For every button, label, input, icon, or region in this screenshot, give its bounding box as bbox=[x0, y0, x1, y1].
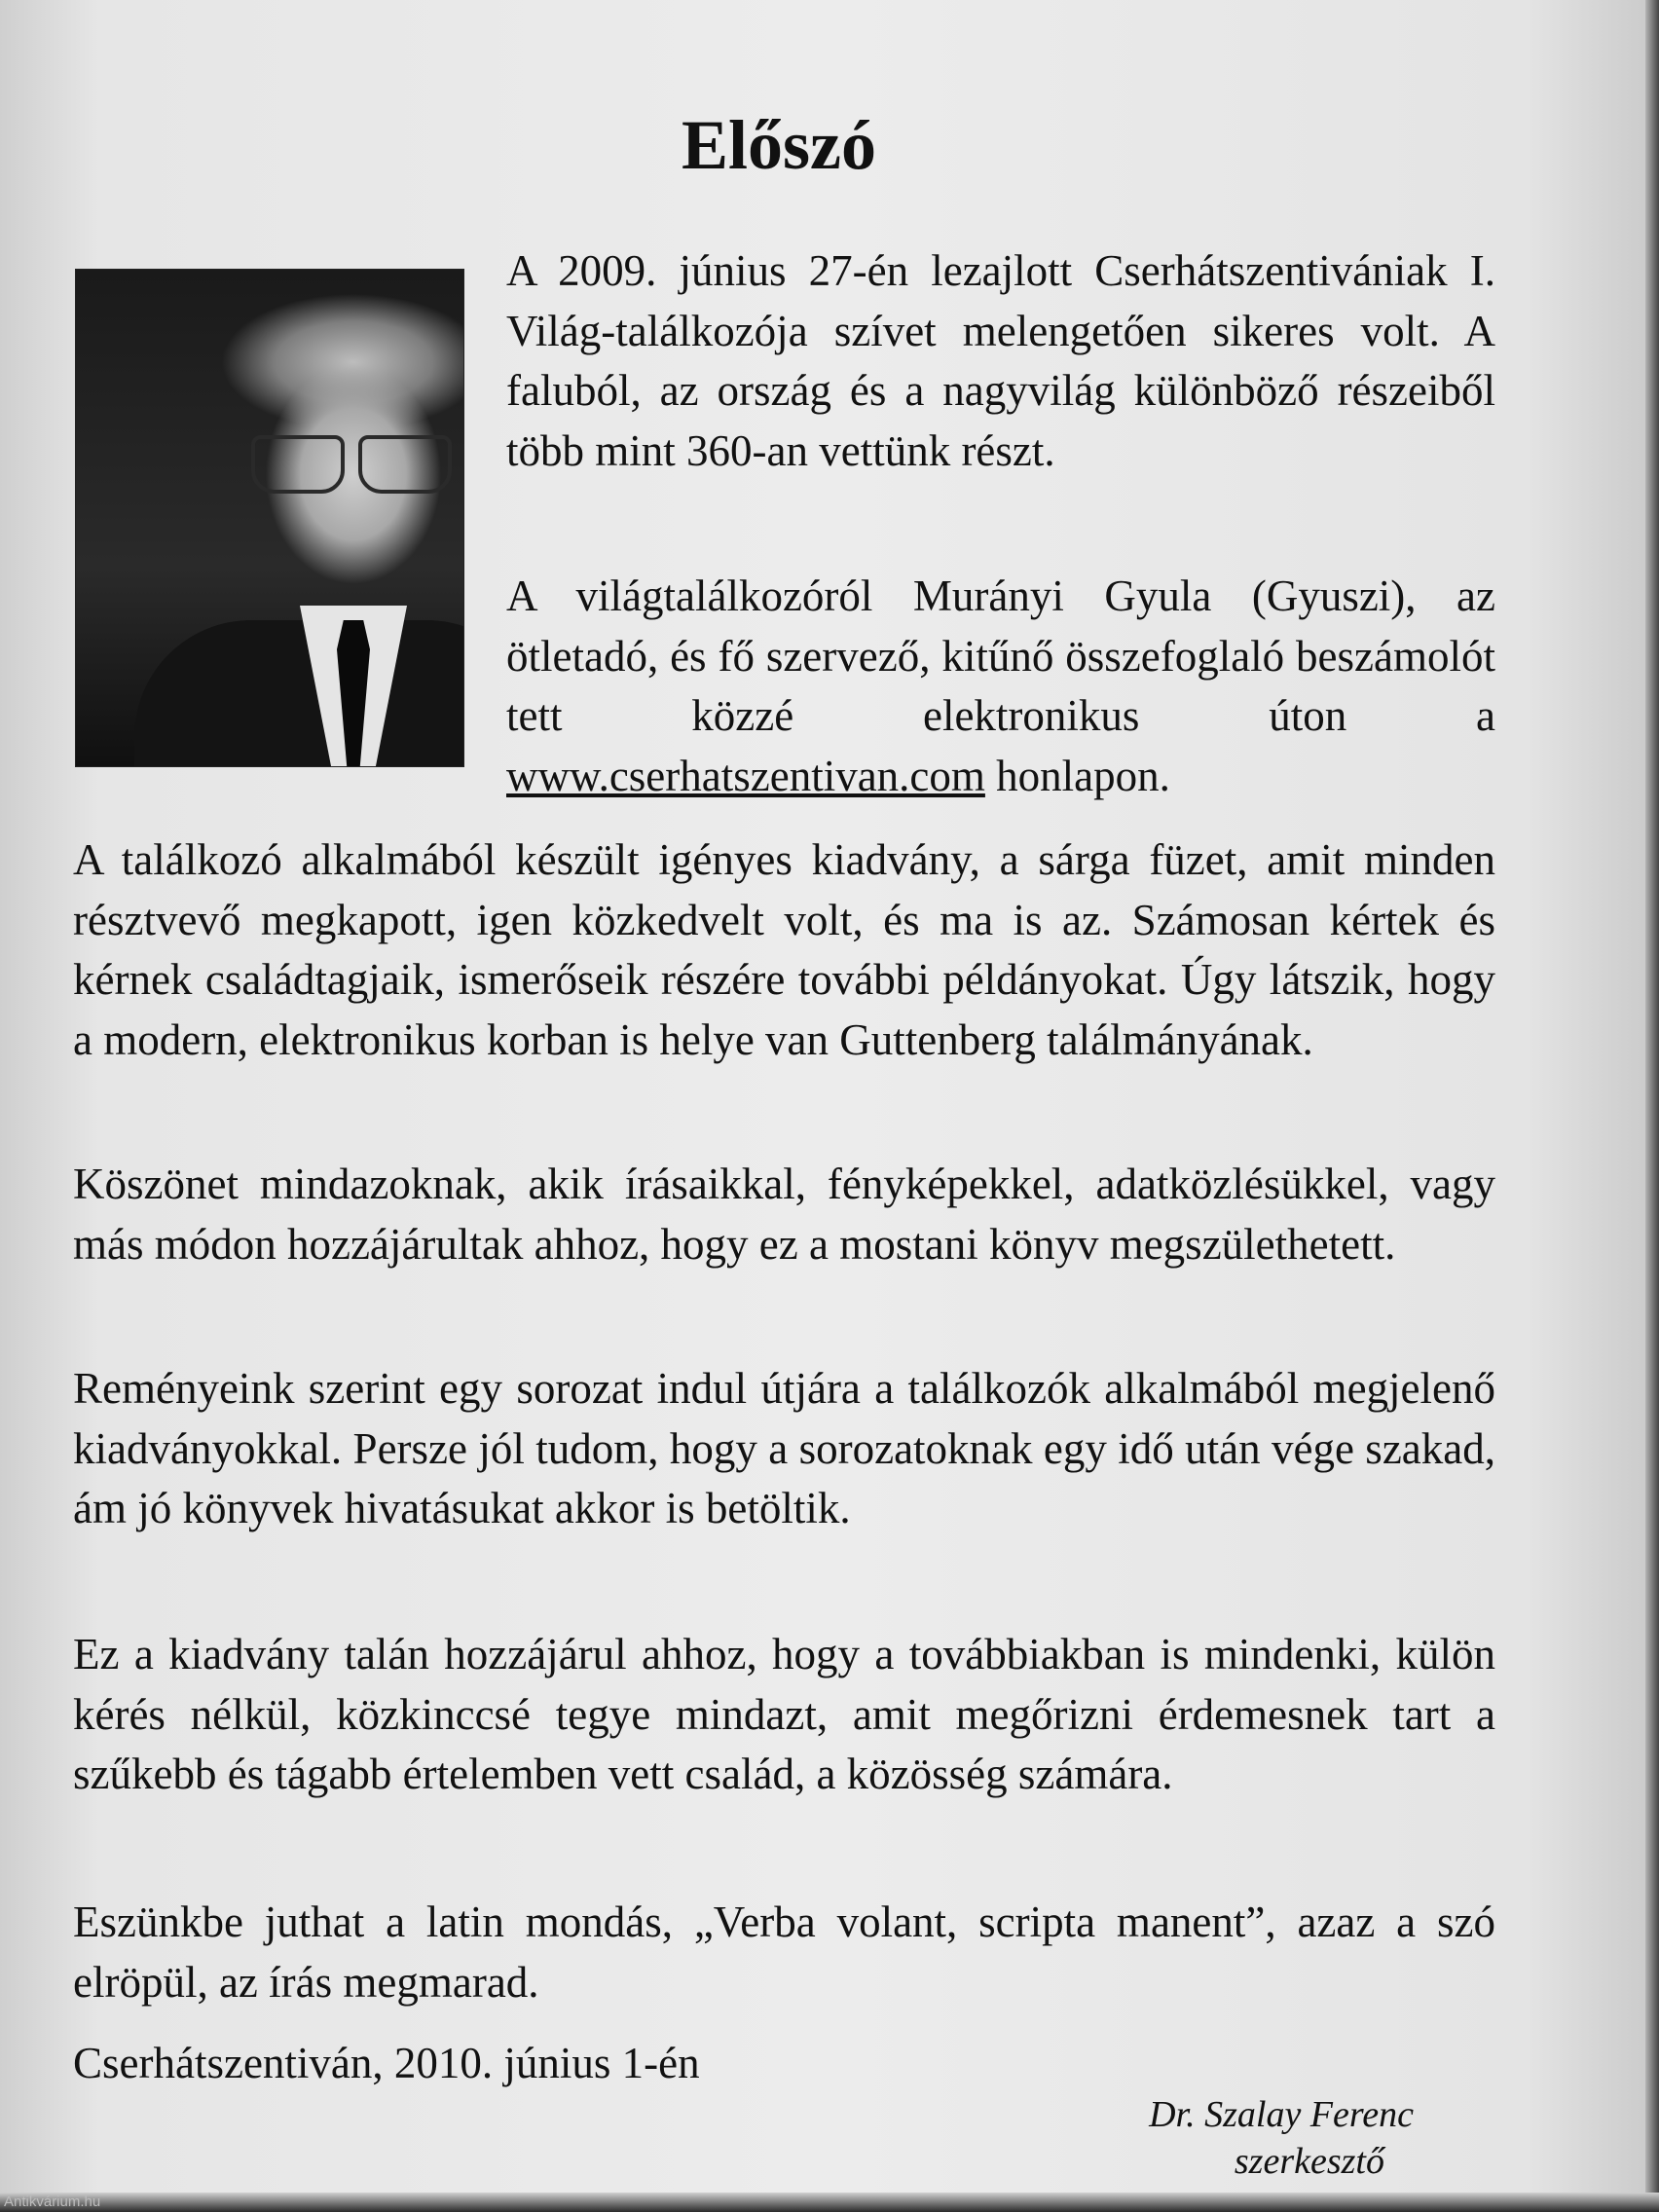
paragraph-1: A 2009. június 27-én lezajlott Cserhátszentivániak I. Világ-találkozója szívet melengetően sikeres volt. A faluból, az ország és a nagyvilág különböző részeiből több mint 360-an vettünk részt. bbox=[506, 246, 1495, 475]
paragraph-2-text-before: A világtalálkozóról Murányi Gyula (Gyuszi), az ötletadó, és fő szervező, kitűnő összefoglaló beszámolót tett közzé elektronikus úton a bbox=[506, 571, 1495, 740]
portrait-suit bbox=[134, 620, 464, 767]
paragraph-7: Eszünkbe juthat a latin mondás, „Verba volant, scripta manent”, azaz a szó elröpül, az írás megmarad. bbox=[73, 1898, 1495, 2007]
place-date-line: Cserhátszentiván, 2010. június 1-én bbox=[73, 2039, 700, 2087]
watermark: Antikvárium.hu bbox=[4, 2194, 101, 2210]
paragraph-6: Ez a kiadvány talán hozzájárul ahhoz, hogy a továbbiakban is mindenki, külön kérés nélkül, közkinccsé tegye mindazt, amit megőrizni érdemesnek tart a szűkebb és tágabb értelemben vett család, a közösség számára. bbox=[73, 1630, 1495, 1798]
signature-role: szerkesztő bbox=[1234, 2141, 1384, 2182]
paragraph-3: A találkozó alkalmából készült igényes kiadvány, a sárga füzet, amit minden résztvevő megkapott, igen közkedvelt volt, és ma is az. Számosan kértek és kérnek családtagjaik, ismerőseik részére további példányokat. Úgy látszik, hogy a modern, elektronikus korban is helye van Guttenberg találmányának. bbox=[73, 835, 1495, 1064]
paragraph-2 bbox=[506, 567, 1495, 806]
signature-name: Dr. Szalay Ferenc bbox=[1149, 2094, 1414, 2135]
page-edge-shadow bbox=[1645, 0, 1659, 2212]
paragraph-2-text-after: honlapon. bbox=[984, 751, 1170, 800]
page-bottom-shadow bbox=[0, 2193, 1659, 2212]
portrait-glasses bbox=[251, 435, 464, 494]
website-link[interactable]: www.cserhatszentivan.com bbox=[506, 751, 985, 800]
author-portrait bbox=[75, 269, 464, 767]
paragraph-5: Reményeink szerint egy sorozat indul útjára a találkozók alkalmából megjelenő kiadványokkal. Persze jól tudom, hogy a sorozatoknak egy idő után vége szakad, ám jó könyvek hivatásukat akkor is betöltik. bbox=[73, 1364, 1495, 1532]
paragraph-4: Köszönet mindazoknak, akik írásaikkal, fényképekkel, adatközlésükkel, vagy más módon hozzájárultak ahhoz, hogy ez a mostani könyv megszülethetett. bbox=[73, 1160, 1495, 1269]
page-title: Előszó bbox=[681, 106, 876, 184]
